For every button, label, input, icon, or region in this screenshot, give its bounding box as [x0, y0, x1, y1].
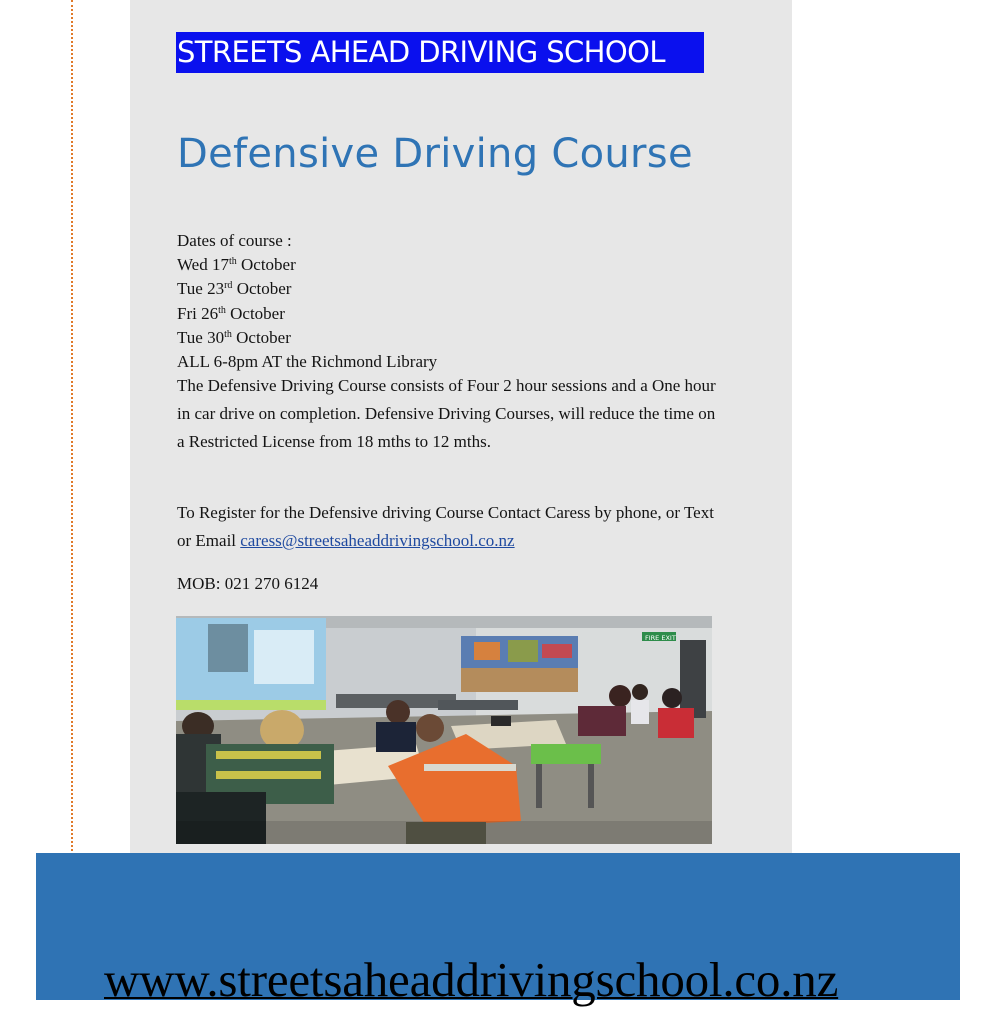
date-item: Wed 17th October [177, 255, 296, 275]
classroom-photo [176, 616, 712, 844]
course-title: Defensive Driving Course [177, 131, 693, 177]
email-link[interactable]: caress@streetsaheaddrivingschool.co.nz [240, 531, 515, 550]
dates-heading: Dates of course : [177, 231, 292, 250]
course-dates [177, 229, 437, 374]
exit-sign-text: FIRE EXIT [645, 634, 676, 642]
register-paragraph [177, 499, 717, 555]
school-name-banner: STREETS AHEAD DRIVING SCHOOL [176, 32, 704, 73]
date-item: Fri 26th October [177, 303, 285, 323]
course-description: The Defensive Driving Course consists of Four 2 hour sessions and a One hour in car drive on completion. Defensive Driving Courses, will reduce the time on a Restricted License from 18 mths to 12 mths. [177, 376, 716, 451]
register-text: To Register for the Defensive driving Course Contact Caress by phone, or Text or Email [177, 503, 714, 550]
time-location: ALL 6-8pm AT the Richmond Library [177, 351, 438, 371]
classroom-photo-image [176, 616, 712, 844]
date-item: Tue 30th October [177, 327, 291, 347]
date-item: Tue 23rd October [177, 279, 292, 299]
website-link[interactable]: www.streetsaheaddrivingschool.co.nz [104, 952, 839, 1007]
left-dotted-border [71, 0, 73, 855]
mobile-number: MOB: 021 270 6124 [177, 574, 319, 593]
